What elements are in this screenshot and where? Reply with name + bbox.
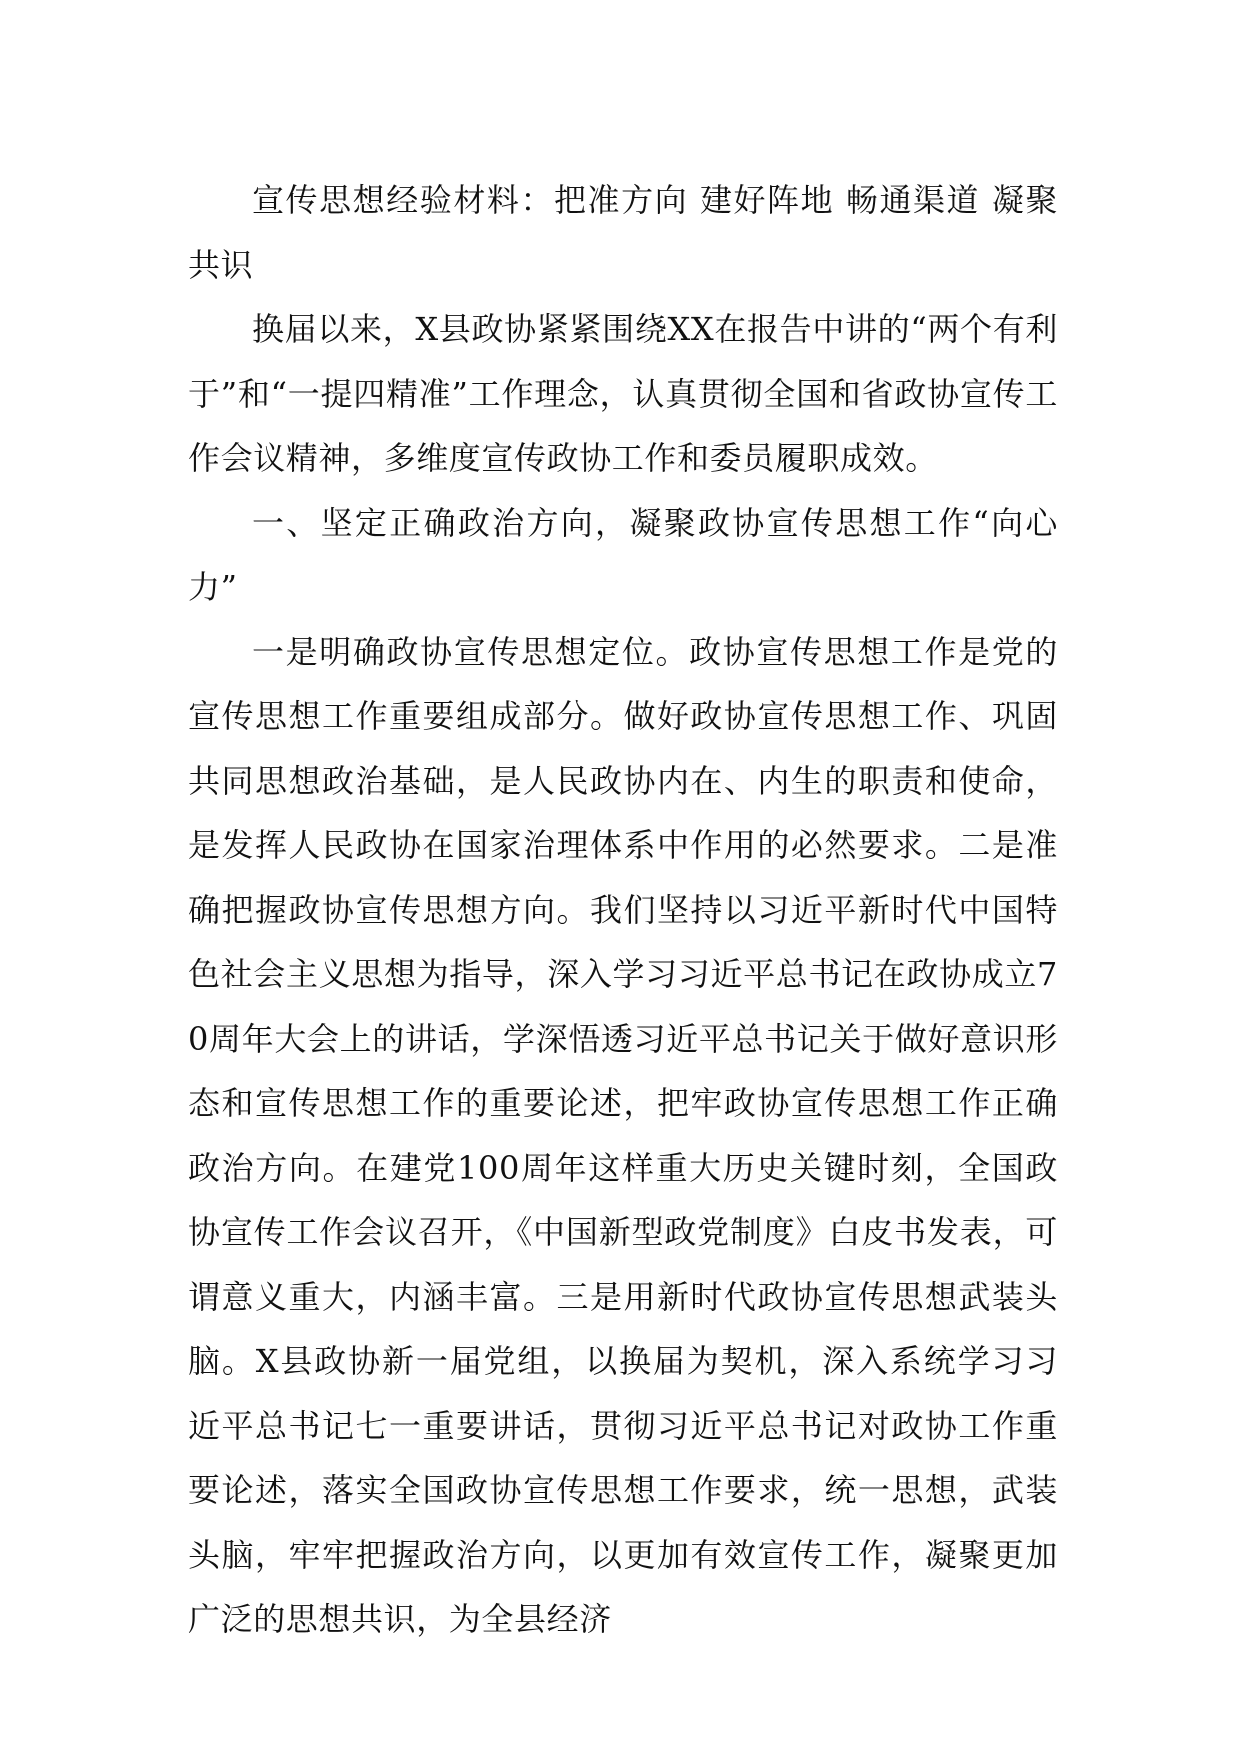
document-title: 宣传思想经验材料：把准方向 建好阵地 畅通渠道 凝聚共识 (188, 181, 1058, 284)
section-heading-1: 一、坚定正确政治方向，凝聚政协宣传思想工作“向心力” (188, 503, 1058, 606)
paragraph-intro: 换届以来，X县政协紧紧围绕XX在报告中讲的“两个有利于”和“一提四精准”工作理念，认真贯彻全国和省政协宣传工作会议精神，多维度宣传政协工作和委员履职成效。 (188, 310, 1058, 477)
document-body (188, 168, 1058, 1652)
paragraph-section-1-body: 一是明确政协宣传思想定位。政协宣传思想工作是党的宣传思想工作重要组成部分。做好政协宣传思想工作、巩固共同思想政治基础，是人民政协内在、内生的职责和使命，是发挥人民政协在国家治理体系中作用的必然要求。二是准确把握政协宣传思想方向。我们坚持以习近平新时代中国特色社会主义思想为指导，深入学习习近平总书记在政协成立70周年大会上的讲话，学深悟透习近平总书记关于做好意识形态和宣传思想工作的重要论述，把牢政协宣传思想工作正确政治方向。在建党100周年这样重大历史关键时刻，全国政协宣传工作会议召开，《中国新型政党制度》白皮书发表，可谓意义重大，内涵丰富。三是用新时代政协宣传思想武装头脑。X县政协新一届党组，以换届为契机，深入系统学习习近平总书记七一重要讲话，贯彻习近平总书记对政协工作重要论述，落实全国政协宣传思想工作要求，统一思想，武装头脑，牢牢把握政治方向，以更加有效宣传工作，凝聚更加广泛的思想共识，为全县经济 (188, 632, 1058, 1638)
